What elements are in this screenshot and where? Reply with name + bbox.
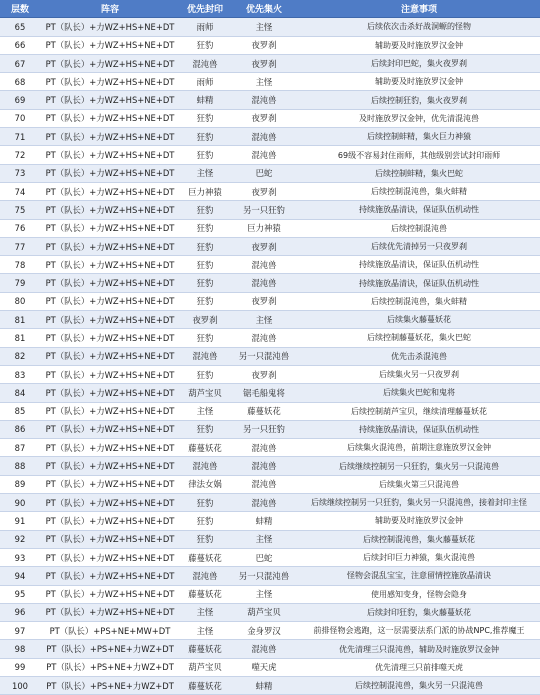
notes-cell: 后续集火巴蛇和鬼将 [298, 384, 540, 402]
notes-cell: 后续控制混沌兽 [298, 219, 540, 237]
seal-cell: 狂豹 [180, 292, 230, 310]
seal-cell: 狂豹 [180, 420, 230, 438]
table-row [0, 109, 540, 127]
floor-cell: 75 [0, 201, 40, 219]
notes-cell: 后续控制藤蔓妖花，集火巴蛇 [298, 329, 540, 347]
floor-cell: 74 [0, 182, 40, 200]
focus-cell: 主怪 [230, 585, 298, 603]
table-row [0, 494, 540, 512]
lineup-cell: PT（队长）+力WZ+HS+NE+DT [40, 292, 180, 310]
focus-cell: 另一只狂豹 [230, 201, 298, 219]
notes-cell: 辅助要及时施放罗汉金钟 [298, 512, 540, 530]
notes-cell: 后续集火藤蔓妖花 [298, 311, 540, 329]
seal-cell: 狂豹 [180, 201, 230, 219]
focus-cell: 混沌兽 [230, 256, 298, 274]
notes-cell: 后续优先清掉另一只夜罗刹 [298, 237, 540, 255]
seal-cell: 狂豹 [180, 274, 230, 292]
notes-cell: 怪物会混乱宝宝，注意留情控施放晶清诀 [298, 567, 540, 585]
notes-cell: 后续控制混沌兽，集火藤蔓妖花 [298, 530, 540, 548]
table-row [0, 274, 540, 292]
notes-cell: 及时施放罗汉金钟，优先清混沌兽 [298, 109, 540, 127]
lineup-cell: PT（队长）+力WZ+HS+NE+DT [40, 256, 180, 274]
notes-cell: 后续集火另一只夜罗刹 [298, 365, 540, 383]
header-seal-priority: 优先封印 [180, 0, 230, 18]
lineup-cell: PT（队长）+力WZ+HS+NE+DT [40, 530, 180, 548]
lineup-cell: PT（队长）+力WZ+HS+NE+DT [40, 274, 180, 292]
floor-cell: 81 [0, 311, 40, 329]
lineup-cell: PT（队长）+力WZ+HS+NE+DT [40, 384, 180, 402]
focus-cell: 主怪 [230, 73, 298, 91]
floor-cell: 76 [0, 219, 40, 237]
floor-cell: 96 [0, 603, 40, 621]
focus-cell: 主怪 [230, 18, 298, 36]
floor-cell: 68 [0, 73, 40, 91]
focus-cell: 蚌精 [230, 512, 298, 530]
focus-cell: 混沌兽 [230, 457, 298, 475]
floor-cell: 69 [0, 91, 40, 109]
table-row [0, 402, 540, 420]
table-row [0, 658, 540, 676]
notes-cell: 使用感知变身，怪物会隐身 [298, 585, 540, 603]
table-row [0, 54, 540, 72]
focus-cell: 噬天虎 [230, 658, 298, 676]
seal-cell: 混沌兽 [180, 347, 230, 365]
table-row [0, 237, 540, 255]
focus-cell: 夜罗刹 [230, 182, 298, 200]
seal-cell: 主怪 [180, 402, 230, 420]
focus-cell: 葫芦宝贝 [230, 603, 298, 621]
seal-cell: 雨师 [180, 18, 230, 36]
seal-cell: 狂豹 [180, 36, 230, 54]
focus-cell: 另一只狂豹 [230, 420, 298, 438]
seal-cell: 藤蔓妖花 [180, 640, 230, 658]
focus-cell: 混沌兽 [230, 494, 298, 512]
notes-cell: 后续控制葫芦宝贝，继续清理藤蔓妖花 [298, 402, 540, 420]
seal-cell: 混沌兽 [180, 567, 230, 585]
lineup-cell: PT（队长）+力WZ+HS+NE+DT [40, 36, 180, 54]
floor-cell: 71 [0, 128, 40, 146]
lineup-cell: PT（队长）+力WZ+HS+NE+DT [40, 311, 180, 329]
floor-cell: 80 [0, 292, 40, 310]
lineup-cell: PT（队长）+力WZ+HS+NE+DT [40, 91, 180, 109]
floor-cell: 98 [0, 640, 40, 658]
notes-cell: 后续控制狂豹，集火夜罗刹 [298, 91, 540, 109]
notes-cell: 持续施放晶清诀，保证队伍机动性 [298, 420, 540, 438]
floor-cell: 99 [0, 658, 40, 676]
seal-cell: 巨力神猿 [180, 182, 230, 200]
lineup-cell: PT（队长）+力WZ+HS+NE+DT [40, 146, 180, 164]
seal-cell: 狂豹 [180, 256, 230, 274]
seal-cell: 蚌精 [180, 91, 230, 109]
focus-cell: 藤蔓妖花 [230, 402, 298, 420]
seal-cell: 狂豹 [180, 219, 230, 237]
table-row [0, 311, 540, 329]
notes-cell: 前排怪物会逃跑，这一层需要法系门派的协战NPC,推荐魔王 [298, 622, 540, 640]
floor-cell: 97 [0, 622, 40, 640]
floor-cell: 67 [0, 54, 40, 72]
notes-cell: 后续控制混沌兽，集火蚌精 [298, 182, 540, 200]
seal-cell: 狂豹 [180, 365, 230, 383]
lineup-cell: PT（队长）+力WZ+HS+NE+DT [40, 603, 180, 621]
focus-cell: 夜罗刹 [230, 54, 298, 72]
notes-cell: 持续施放晶清诀，保证队伍机动性 [298, 256, 540, 274]
header-lineup: 阵容 [40, 0, 180, 18]
floor-cell: 88 [0, 457, 40, 475]
focus-cell: 主怪 [230, 311, 298, 329]
table-row [0, 640, 540, 658]
floor-cell: 90 [0, 494, 40, 512]
seal-cell: 狂豹 [180, 109, 230, 127]
seal-cell: 藤蔓妖花 [180, 548, 230, 566]
seal-cell: 律法女娲 [180, 475, 230, 493]
table-row [0, 585, 540, 603]
floor-cell: 70 [0, 109, 40, 127]
notes-cell: 辅助要及时施放罗汉金钟 [298, 36, 540, 54]
focus-cell: 主怪 [230, 530, 298, 548]
table-row [0, 512, 540, 530]
lineup-cell: PT（队长）+力WZ+HS+NE+DT [40, 347, 180, 365]
lineup-cell: PT（队长）+力WZ+HS+NE+DT [40, 164, 180, 182]
table-row [0, 164, 540, 182]
notes-cell: 辅助要及时施放罗汉金钟 [298, 73, 540, 91]
focus-cell: 蚌精 [230, 676, 298, 694]
notes-cell: 69级不容易封住雨师，其他级别尝试封印雨师 [298, 146, 540, 164]
focus-cell: 巴蛇 [230, 164, 298, 182]
floor-cell: 92 [0, 530, 40, 548]
seal-cell: 狂豹 [180, 329, 230, 347]
notes-cell: 后续封印狂豹，集火藤蔓妖花 [298, 603, 540, 621]
notes-cell: 后续控制混沌兽，集火蚌精 [298, 292, 540, 310]
seal-cell: 夜罗刹 [180, 311, 230, 329]
table-row [0, 182, 540, 200]
floor-cell: 65 [0, 18, 40, 36]
floor-cell: 87 [0, 439, 40, 457]
focus-cell: 混沌兽 [230, 128, 298, 146]
table-row [0, 420, 540, 438]
table-row [0, 128, 540, 146]
seal-cell: 雨师 [180, 73, 230, 91]
focus-cell: 巴蛇 [230, 548, 298, 566]
seal-cell: 主怪 [180, 603, 230, 621]
table-row [0, 603, 540, 621]
lineup-cell: PT（队长）+力WZ+HS+NE+DT [40, 365, 180, 383]
table-row [0, 329, 540, 347]
lineup-cell: PT（队长）+PS+NE+力WZ+DT [40, 676, 180, 694]
table-row [0, 676, 540, 694]
table-row [0, 439, 540, 457]
table-row [0, 622, 540, 640]
lineup-cell: PT（队长）+力WZ+HS+NE+DT [40, 219, 180, 237]
notes-cell: 后续控制蚌精，集火巴蛇 [298, 164, 540, 182]
table-row [0, 201, 540, 219]
notes-cell: 持续施放晶清诀，保证队伍机动性 [298, 201, 540, 219]
notes-cell: 后续集火混沌兽，前期注意施放罗汉金钟 [298, 439, 540, 457]
floor-cell: 66 [0, 36, 40, 54]
table-row [0, 256, 540, 274]
focus-cell: 夜罗刹 [230, 237, 298, 255]
seal-cell: 藤蔓妖花 [180, 676, 230, 694]
notes-cell: 后续控制混沌兽，集火另一只混沌兽 [298, 676, 540, 694]
lineup-cell: PT（队长）+力WZ+HS+NE+DT [40, 54, 180, 72]
lineup-cell: PT（队长）+力WZ+HS+NE+DT [40, 567, 180, 585]
notes-cell: 后续封印巨力神猿，集火混沌兽 [298, 548, 540, 566]
seal-cell: 主怪 [180, 164, 230, 182]
floor-cell: 95 [0, 585, 40, 603]
notes-cell: 后续继续控制另一只狂豹，集火另一只混沌兽 [298, 457, 540, 475]
seal-cell: 混沌兽 [180, 54, 230, 72]
focus-cell: 混沌兽 [230, 640, 298, 658]
notes-cell: 后续封印巴蛇，集火夜罗刹 [298, 54, 540, 72]
table-row [0, 292, 540, 310]
floor-cell: 72 [0, 146, 40, 164]
focus-cell: 混沌兽 [230, 146, 298, 164]
table-row [0, 36, 540, 54]
lineup-cell: PT（队长）+力WZ+HS+NE+DT [40, 18, 180, 36]
seal-cell: 狂豹 [180, 237, 230, 255]
focus-cell: 混沌兽 [230, 274, 298, 292]
table-row [0, 457, 540, 475]
focus-cell: 混沌兽 [230, 91, 298, 109]
seal-cell: 主怪 [180, 622, 230, 640]
table-row [0, 530, 540, 548]
focus-cell: 混沌兽 [230, 475, 298, 493]
table-row [0, 475, 540, 493]
floor-cell: 91 [0, 512, 40, 530]
notes-cell: 持续施放晶清诀，保证队伍机动性 [298, 274, 540, 292]
floor-cell: 85 [0, 402, 40, 420]
header-row [0, 0, 540, 18]
lineup-cell: PT（队长）+力WZ+HS+NE+DT [40, 420, 180, 438]
lineup-cell: PT（队长）+力WZ+HS+NE+DT [40, 457, 180, 475]
lineup-cell: PT（队长）+力WZ+HS+NE+DT [40, 548, 180, 566]
seal-cell: 狂豹 [180, 494, 230, 512]
lineup-cell: PT（队长）+力WZ+HS+NE+DT [40, 402, 180, 420]
floor-cell: 77 [0, 237, 40, 255]
lineup-cell: PT（队长）+力WZ+HS+NE+DT [40, 512, 180, 530]
seal-cell: 葫芦宝贝 [180, 658, 230, 676]
table-body [0, 18, 540, 695]
lineup-cell: PT（队长）+PS+NE+力WZ+DT [40, 640, 180, 658]
notes-cell: 优先清理三只前排噬天虎 [298, 658, 540, 676]
header-notes: 注意事项 [298, 0, 540, 18]
lineup-cell: PT（队长）+力WZ+HS+NE+DT [40, 109, 180, 127]
lineup-cell: PT（队长）+力WZ+HS+NE+DT [40, 329, 180, 347]
floor-cell: 100 [0, 676, 40, 694]
lineup-cell: PT（队长）+力WZ+HS+NE+DT [40, 128, 180, 146]
floor-cell: 86 [0, 420, 40, 438]
table-row [0, 365, 540, 383]
seal-cell: 狂豹 [180, 146, 230, 164]
table-row [0, 567, 540, 585]
seal-cell: 藤蔓妖花 [180, 585, 230, 603]
seal-cell: 狂豹 [180, 128, 230, 146]
table-row [0, 73, 540, 91]
focus-cell: 夜罗刹 [230, 109, 298, 127]
lineup-cell: PT（队长）+PS+NE+力WZ+DT [40, 658, 180, 676]
lineup-cell: PT（队长）+力WZ+HS+NE+DT [40, 585, 180, 603]
table-row [0, 146, 540, 164]
floor-cell: 84 [0, 384, 40, 402]
floor-cell: 89 [0, 475, 40, 493]
table-row [0, 91, 540, 109]
focus-cell: 另一只混沌兽 [230, 347, 298, 365]
lineup-cell: PT（队长）+PS+NE+MW+DT [40, 622, 180, 640]
notes-cell: 优先清理三只混沌兽，辅助及时施放罗汉金钟 [298, 640, 540, 658]
lineup-cell: PT（队长）+力WZ+HS+NE+DT [40, 439, 180, 457]
focus-cell: 夜罗刹 [230, 36, 298, 54]
lineup-cell: PT（队长）+力WZ+HS+NE+DT [40, 237, 180, 255]
table-row [0, 548, 540, 566]
notes-cell: 后续继续控制另一只狂豹，集火另一只混沌兽，接着封印主怪 [298, 494, 540, 512]
seal-cell: 藤蔓妖花 [180, 439, 230, 457]
table-row [0, 18, 540, 36]
seal-cell: 狂豹 [180, 530, 230, 548]
header-floor: 层数 [0, 0, 40, 18]
header-focus-priority: 优先集火 [230, 0, 298, 18]
focus-cell: 混沌兽 [230, 439, 298, 457]
floor-cell: 83 [0, 365, 40, 383]
focus-cell: 夜罗刹 [230, 365, 298, 383]
floor-cell: 93 [0, 548, 40, 566]
seal-cell: 葫芦宝贝 [180, 384, 230, 402]
floor-cell: 78 [0, 256, 40, 274]
floor-cell: 73 [0, 164, 40, 182]
notes-cell: 后续集火第三只混沌兽 [298, 475, 540, 493]
seal-cell: 狂豹 [180, 512, 230, 530]
notes-cell: 后续依次击杀好战洞螈的怪物 [298, 18, 540, 36]
lineup-cell: PT（队长）+力WZ+HS+NE+DT [40, 475, 180, 493]
table-row [0, 384, 540, 402]
notes-cell: 后续控制蚌精，集火巨力神猿 [298, 128, 540, 146]
focus-cell: 金身罗汉 [230, 622, 298, 640]
floor-cell: 81 [0, 329, 40, 347]
lineup-cell: PT（队长）+力WZ+HS+NE+DT [40, 73, 180, 91]
lineup-cell: PT（队长）+力WZ+HS+NE+DT [40, 494, 180, 512]
lineup-cell: PT（队长）+力WZ+HS+NE+DT [40, 201, 180, 219]
notes-cell: 优先击杀混沌兽 [298, 347, 540, 365]
seal-cell: 混沌兽 [180, 457, 230, 475]
table-row [0, 347, 540, 365]
floor-cell: 94 [0, 567, 40, 585]
focus-cell: 另一只混沌兽 [230, 567, 298, 585]
focus-cell: 混沌兽 [230, 329, 298, 347]
focus-cell: 夜罗刹 [230, 292, 298, 310]
lineup-cell: PT（队长）+力WZ+HS+NE+DT [40, 182, 180, 200]
table-row [0, 219, 540, 237]
focus-cell: 锯毛船鬼将 [230, 384, 298, 402]
floor-cell: 82 [0, 347, 40, 365]
focus-cell: 巨力神猿 [230, 219, 298, 237]
floor-cell: 79 [0, 274, 40, 292]
